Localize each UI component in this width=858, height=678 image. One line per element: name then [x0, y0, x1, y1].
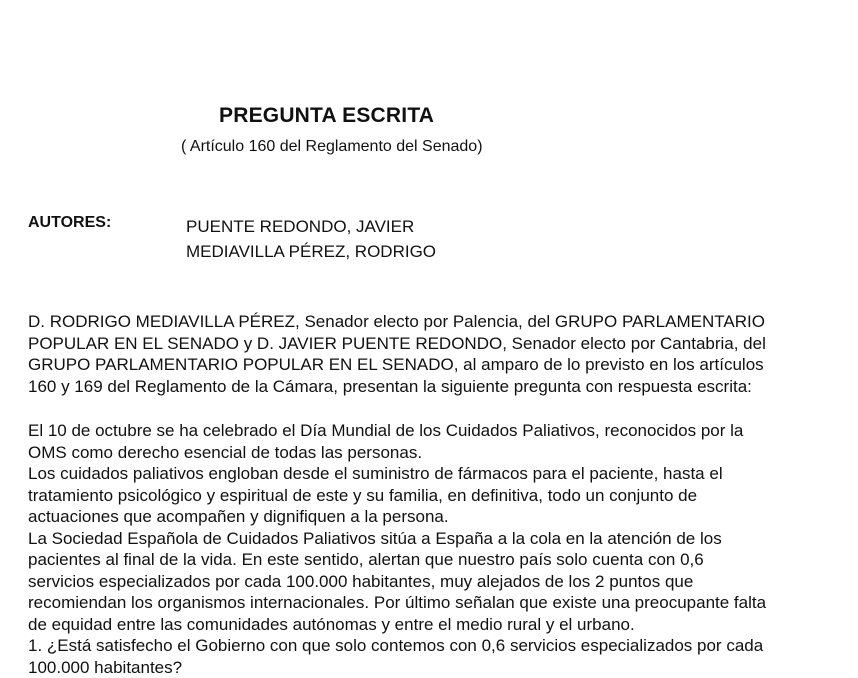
text-line: GRUPO PARLAMENTARIO POPULAR EN EL SENADO, al amparo de lo previsto en los artículos [28, 354, 848, 376]
document-title: PREGUNTA ESCRITA [219, 104, 434, 128]
body-paragraphs [28, 420, 848, 678]
author-name: MEDIAVILLA PÉREZ, RODRIGO [186, 239, 436, 264]
text-line: Los cuidados paliativos engloban desde el suministro de fármacos para el paciente, hasta el [28, 463, 848, 485]
document-subtitle: ( Artículo 160 del Reglamento del Senado) [181, 138, 483, 156]
text-line: actuaciones que acompañen y dignifiquen a la persona. [28, 506, 848, 528]
question-line: 100.000 habitantes? [28, 657, 848, 678]
text-line: tratamiento psicológico y espiritual de este y su familia, en definitiva, todo un conjunto de [28, 485, 848, 507]
text-line: POPULAR EN EL SENADO y D. JAVIER PUENTE REDONDO, Senador electo por Cantabria, del [28, 333, 848, 355]
text-line: de equidad entre las comunidades autónomas y entre el medio rural y el urbano. [28, 614, 848, 636]
intro-paragraph [28, 311, 848, 397]
authors-label: AUTORES: [28, 214, 111, 232]
text-line: 160 y 169 del Reglamento de la Cámara, presentan la siguiente pregunta con respuesta escrita: [28, 376, 848, 398]
author-name: PUENTE REDONDO, JAVIER [186, 214, 436, 239]
question-line: 1. ¿Está satisfecho el Gobierno con que solo contemos con 0,6 servicios especializados por cada [28, 635, 848, 657]
text-line: OMS como derecho esencial de todas las personas. [28, 442, 848, 464]
text-line: servicios especializados por cada 100.000 habitantes, muy alejados de los 2 puntos que [28, 571, 848, 593]
authors-list [186, 214, 436, 264]
text-line: D. RODRIGO MEDIAVILLA PÉREZ, Senador electo por Palencia, del GRUPO PARLAMENTARIO [28, 311, 848, 333]
text-line: La Sociedad Española de Cuidados Paliativos sitúa a España a la cola en la atención de los [28, 528, 848, 550]
text-line: recomiendan los organismos internacionales. Por último señalan que existe una preocupante falta [28, 592, 848, 614]
text-line: El 10 de octubre se ha celebrado el Día Mundial de los Cuidados Paliativos, reconocidos por la [28, 420, 848, 442]
text-line: pacientes al final de la vida. En este sentido, alertan que nuestro país solo cuenta con 0,6 [28, 549, 848, 571]
